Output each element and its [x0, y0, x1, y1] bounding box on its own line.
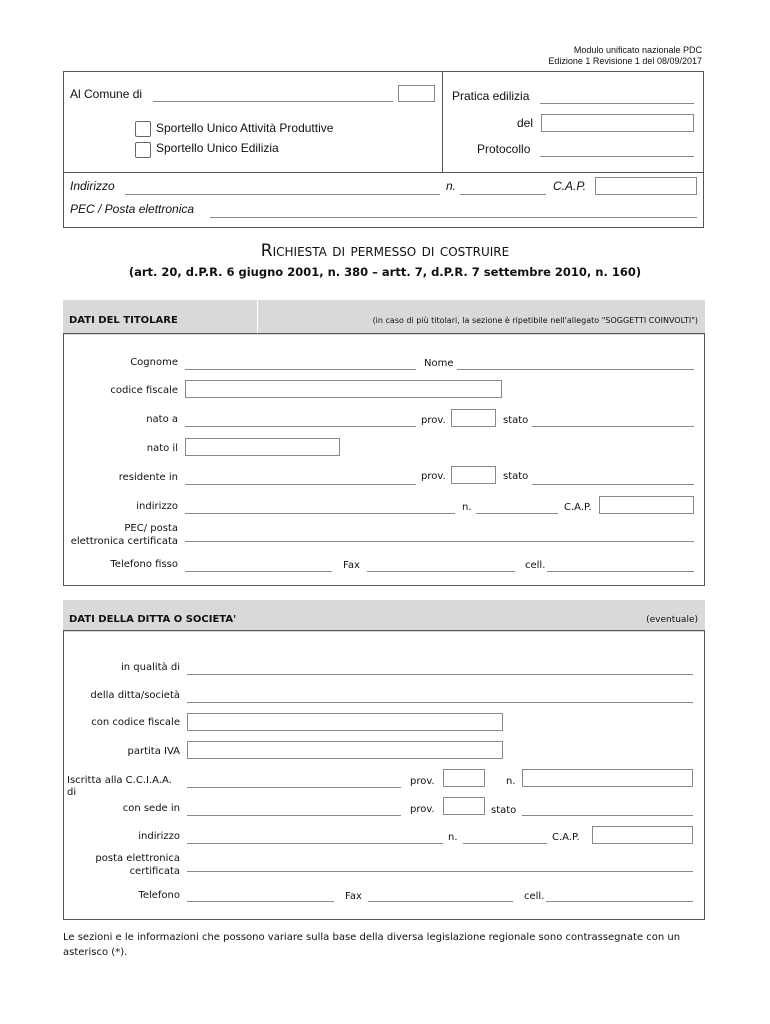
- sede-stato-input[interactable]: [522, 815, 693, 816]
- sue-label: Sportello Unico Edilizia: [156, 141, 279, 155]
- page-subtitle: (art. 20, d.P.R. 6 giugno 2001, n. 380 – artt. 7, d.P.R. 7 settembre 2010, n. 160): [128, 265, 642, 279]
- top-vertical-divider: [442, 71, 443, 173]
- nome-input[interactable]: [457, 369, 694, 370]
- module-title: Modulo unificato nazionale PDC: [573, 45, 702, 55]
- titolare-indirizzo-input[interactable]: [185, 513, 455, 514]
- titolare-cap-box[interactable]: [599, 496, 694, 514]
- qualita-input[interactable]: [187, 674, 693, 675]
- ditta-n-input[interactable]: [463, 843, 547, 844]
- ditta-cf-box[interactable]: [187, 713, 503, 731]
- nato-stato-label: stato: [503, 415, 529, 426]
- ditta-pec-input[interactable]: [187, 871, 693, 872]
- indirizzo-input[interactable]: [125, 194, 440, 195]
- ditta-fax-input[interactable]: [368, 901, 513, 902]
- suap-checkbox[interactable]: [135, 121, 151, 137]
- n-input[interactable]: [460, 194, 546, 195]
- titolare-cap-label: C.A.P.: [564, 502, 592, 513]
- nato-il-box[interactable]: [185, 438, 340, 456]
- cell-label: cell.: [525, 560, 546, 571]
- titolare-pec-label-1: PEC/ posta: [124, 523, 178, 534]
- pratica-label: Pratica edilizia: [452, 89, 530, 103]
- cell-input[interactable]: [547, 571, 694, 572]
- cciaa-prov-box[interactable]: [443, 769, 485, 787]
- footer-note: Le sezioni e le informazioni che possono variare sulla base della diversa legislazione regionale sono contrassegnate con un asterisco (*).: [63, 932, 681, 958]
- comune-code-box[interactable]: [398, 85, 435, 102]
- cciaa-label-2: di: [67, 787, 77, 798]
- telefono-input[interactable]: [185, 571, 332, 572]
- ditta-n-label: n.: [448, 832, 458, 843]
- ditta-input[interactable]: [187, 702, 693, 703]
- fax-input[interactable]: [367, 571, 515, 572]
- residente-prov-label: prov.: [421, 471, 446, 482]
- page-title-text: Richiesta di permesso di costruire: [260, 241, 510, 261]
- page-title: [0, 240, 770, 262]
- pratica-input[interactable]: [540, 103, 694, 104]
- codice-fiscale-box[interactable]: [185, 380, 502, 398]
- titolare-note: (in caso di più titolari, la sezione è ripetibile nell'allegato "SOGGETTI COINVOLTI"): [372, 316, 698, 325]
- sede-label: con sede in: [122, 803, 180, 814]
- titolare-n-label: n.: [462, 502, 472, 513]
- cciaa-prov-label: prov.: [410, 776, 435, 787]
- ditta-telefono-label: Telefono: [138, 890, 180, 901]
- ditta-cell-input[interactable]: [546, 901, 693, 902]
- titolare-n-input[interactable]: [476, 513, 558, 514]
- module-edition: Edizione 1 Revisione 1 del 08/09/2017: [548, 56, 702, 66]
- nato-prov-label: prov.: [421, 415, 446, 426]
- ditta-pec-label-1: posta elettronica: [95, 853, 180, 864]
- cciaa-n-box[interactable]: [522, 769, 693, 787]
- nato-stato-input[interactable]: [532, 426, 694, 427]
- titolare-pec-label-2: elettronica certificata: [70, 536, 178, 547]
- n-label: n.: [446, 179, 457, 193]
- titolare-frame: [63, 333, 705, 586]
- piva-label: partita IVA: [127, 746, 180, 757]
- pec-label: PEC / Posta elettronica: [70, 202, 195, 216]
- titolare-header-divider: [257, 300, 258, 335]
- piva-box[interactable]: [187, 741, 503, 759]
- ditta-header: DATI DELLA DITTA O SOCIETA': [69, 614, 237, 625]
- ditta-label: della ditta/società: [90, 690, 180, 701]
- indirizzo-label: Indirizzo: [70, 179, 115, 193]
- ditta-cf-label: con codice fiscale: [91, 717, 180, 728]
- ditta-cap-box[interactable]: [592, 826, 693, 844]
- sede-input[interactable]: [187, 815, 401, 816]
- cognome-input[interactable]: [185, 369, 416, 370]
- ditta-cap-label: C.A.P.: [552, 832, 580, 843]
- del-date-box[interactable]: [541, 114, 694, 132]
- comune-input[interactable]: [153, 101, 393, 102]
- residente-prov-box[interactable]: [451, 466, 496, 484]
- ditta-fax-label: Fax: [345, 891, 362, 902]
- cognome-label: Cognome: [130, 357, 178, 368]
- codice-fiscale-label: codice fiscale: [110, 385, 178, 396]
- sede-prov-label: prov.: [410, 804, 435, 815]
- nato-il-label: nato il: [146, 443, 178, 454]
- nato-prov-box[interactable]: [451, 409, 496, 427]
- telefono-label: Telefono fisso: [110, 559, 178, 570]
- comune-label: Al Comune di: [70, 87, 143, 101]
- ditta-note: (eventuale): [646, 615, 698, 625]
- residente-stato-input[interactable]: [532, 484, 694, 485]
- sede-prov-box[interactable]: [443, 797, 485, 815]
- nome-label: Nome: [424, 358, 454, 369]
- ditta-telefono-input[interactable]: [187, 901, 334, 902]
- ditta-cell-label: cell.: [524, 891, 545, 902]
- sue-checkbox[interactable]: [135, 142, 151, 158]
- cciaa-label-1: Iscritta alla C.C.I.A.A.: [67, 775, 172, 786]
- qualita-label: in qualità di: [120, 662, 180, 673]
- ditta-indirizzo-input[interactable]: [187, 843, 443, 844]
- protocollo-label: Protocollo: [477, 142, 531, 156]
- cciaa-n-label: n.: [506, 776, 516, 787]
- suap-label: Sportello Unico Attività Produttive: [156, 121, 334, 135]
- residente-label: residente in: [118, 472, 178, 483]
- titolare-pec-input[interactable]: [185, 541, 694, 542]
- residente-stato-label: stato: [503, 471, 529, 482]
- titolare-header: DATI DEL TITOLARE: [69, 315, 178, 326]
- cap-label: C.A.P.: [553, 179, 587, 193]
- ditta-indirizzo-label: indirizzo: [138, 831, 180, 842]
- nato-a-input[interactable]: [185, 426, 416, 427]
- sede-stato-label: stato: [491, 805, 517, 816]
- fax-label: Fax: [343, 560, 360, 571]
- ditta-pec-label-2: certificata: [129, 866, 180, 877]
- residente-input[interactable]: [185, 484, 416, 485]
- cciaa-input[interactable]: [187, 787, 401, 788]
- titolare-indirizzo-label: indirizzo: [136, 501, 178, 512]
- cap-box[interactable]: [595, 177, 697, 195]
- pec-input[interactable]: [210, 217, 697, 218]
- del-label: del: [517, 116, 534, 130]
- nato-a-label: nato a: [146, 414, 178, 425]
- top-horizontal-divider: [63, 172, 704, 173]
- protocollo-input[interactable]: [540, 156, 694, 157]
